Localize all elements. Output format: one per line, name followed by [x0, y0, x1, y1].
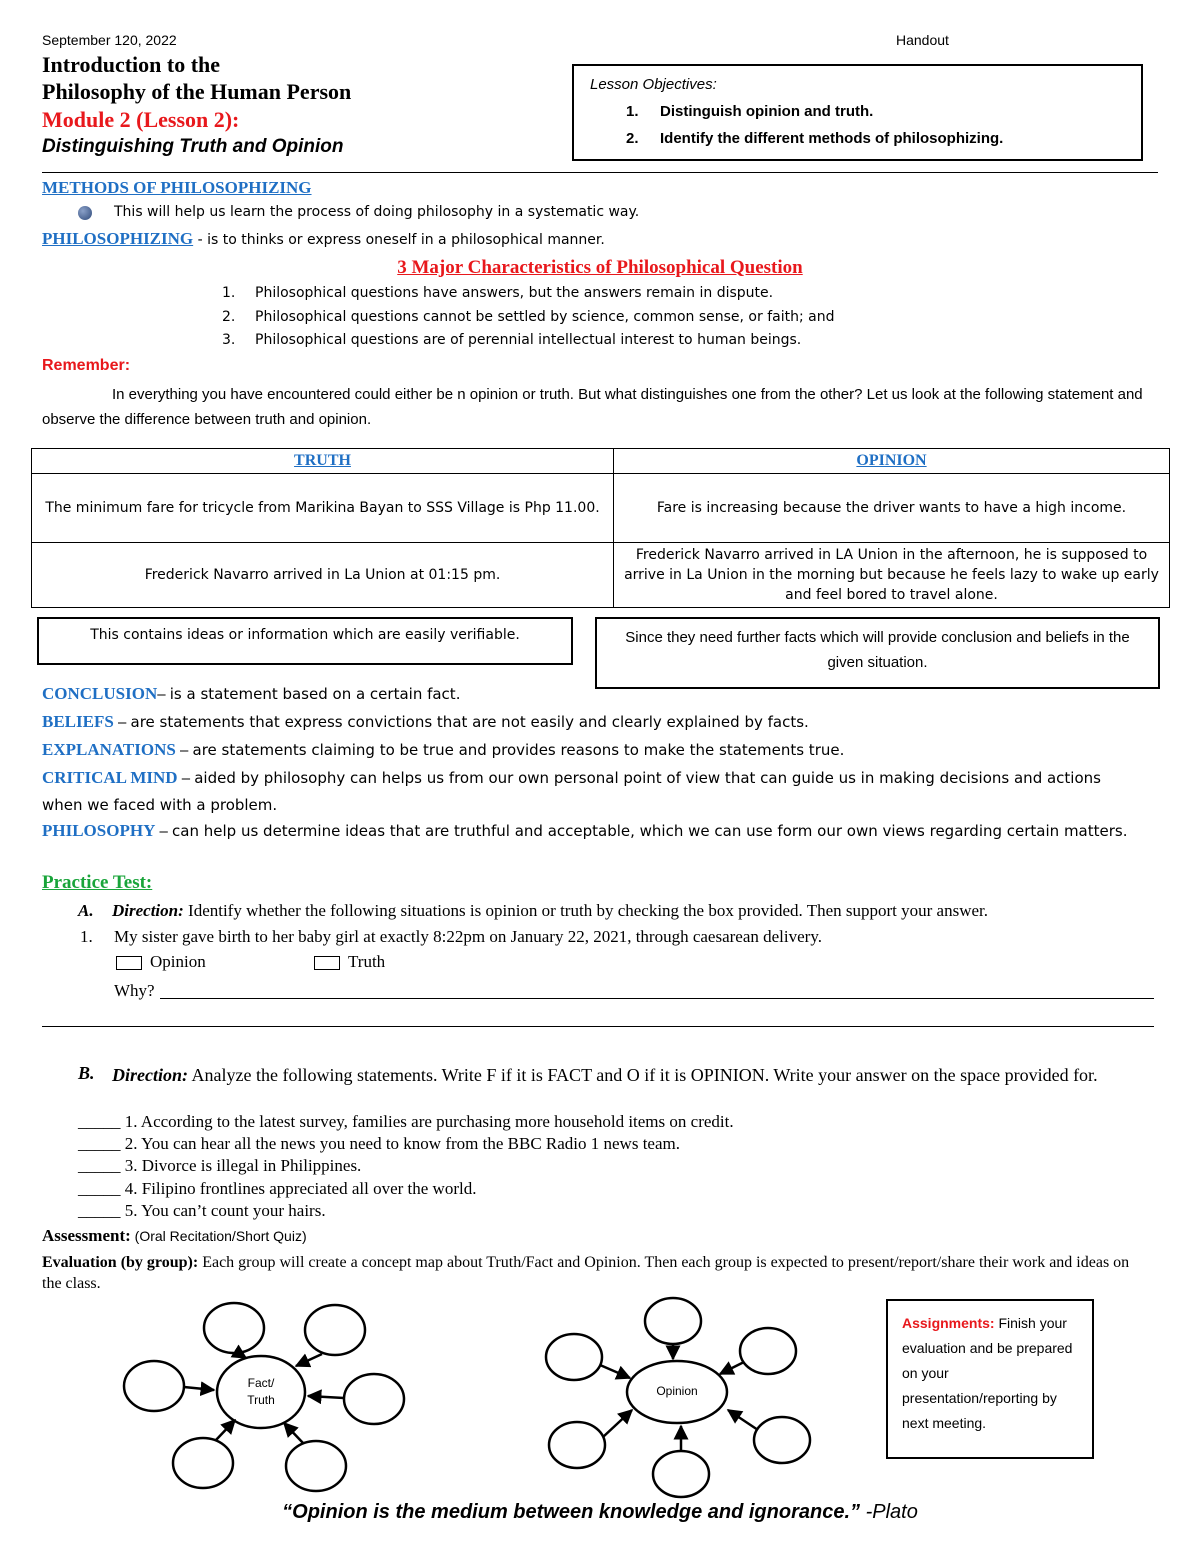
- quote-author: -Plato: [860, 1501, 918, 1523]
- question-1-number: 1.: [80, 927, 93, 946]
- table-row: [32, 474, 1170, 543]
- characteristic-number: 3.: [222, 332, 236, 348]
- definition-dash: –: [155, 823, 173, 840]
- definition-text: are statements claiming to be true and provides reasons to make the statements true.: [192, 741, 845, 759]
- table-row: [32, 543, 1170, 608]
- objective-item: Distinguish opinion and truth.: [660, 103, 874, 120]
- fact-opinion-item: _____ 3. Divorce is illegal in Philippines.: [78, 1156, 362, 1175]
- why-answer-line[interactable]: [160, 998, 1154, 999]
- fact-opinion-item: _____ 2. You can hear all the news you need to know from the BBC Radio 1 news team.: [78, 1134, 680, 1153]
- fact-opinion-item: _____ 1. According to the latest survey, families are purchasing more household items on credit.: [78, 1112, 734, 1131]
- truth-note-box: [37, 617, 573, 665]
- truth-option[interactable]: [314, 952, 385, 972]
- direction-a-text: Identify whether the following situations is opinion or truth by checking the box provided. Then support your answer.: [183, 901, 988, 920]
- definition-term: BELIEFS: [42, 712, 114, 731]
- map-arrow: [238, 1353, 246, 1358]
- map-node: [645, 1298, 701, 1344]
- truth-column-header: TRUTH: [32, 449, 614, 474]
- opinion-cell: Fare is increasing because the driver wants to have a high income.: [614, 474, 1170, 543]
- direction-a-label: A.: [78, 901, 94, 920]
- map-arrow: [284, 1423, 303, 1443]
- handout-label: Handout: [896, 32, 949, 48]
- date: September 120, 2022: [42, 32, 177, 48]
- opinion-cell: Frederick Navarro arrived in LA Union in the afternoon, he is supposed to arrive in La Union in the morning but because he feels lazy to wake up early and feel bored to travel alone.: [614, 543, 1170, 608]
- direction-b: [112, 1063, 1142, 1087]
- truth-option-label: Truth: [348, 952, 386, 971]
- map-node: [204, 1303, 264, 1353]
- characteristic-number: 1.: [222, 285, 236, 301]
- map-node: [286, 1441, 346, 1491]
- assessment-label: Assessment:: [42, 1226, 131, 1245]
- opinion-checkbox[interactable]: [116, 956, 142, 970]
- truth-checkbox[interactable]: [314, 956, 340, 970]
- characteristic-item: Philosophical questions have answers, but the answers remain in dispute.: [255, 285, 774, 301]
- opinion-option[interactable]: [116, 952, 206, 972]
- fact-opinion-item: _____ 4. Filipino frontlines appreciated all over the world.: [78, 1179, 477, 1198]
- philosophizing-definition: [42, 229, 605, 249]
- table-header-row: [32, 449, 1170, 474]
- philosophizing-text: - is to thinks or express oneself in a philosophical manner.: [193, 232, 605, 248]
- definition-text: aided by philosophy can helps us from our own personal point of view that can guide us in making decisions and actions when we faced with a problem.: [42, 769, 1101, 814]
- philosophizing-term: PHILOSOPHIZING: [42, 229, 194, 248]
- definition-philosophy: [42, 818, 1142, 845]
- map-node: [344, 1374, 404, 1424]
- remember-heading: Remember:: [42, 357, 131, 374]
- map-arrow: [728, 1410, 758, 1430]
- definition-dash: –: [113, 714, 131, 731]
- assignment-label: Assignments:: [902, 1315, 995, 1331]
- truth-cell: The minimum fare for tricycle from Marikina Bayan to SSS Village is Php 11.00.: [32, 474, 614, 543]
- question-1-text: My sister gave birth to her baby girl at exactly 8:22pm on January 22, 2021, through caesarean delivery.: [114, 927, 822, 946]
- why-label: Why?: [114, 981, 155, 1000]
- map-node: [549, 1422, 605, 1468]
- assessment-text: (Oral Recitation/Short Quiz): [130, 1228, 307, 1244]
- map-arrow: [296, 1354, 322, 1366]
- definition-explanations: [42, 737, 1142, 764]
- definition-dash: –: [175, 742, 193, 759]
- definition-dash: –: [157, 686, 170, 703]
- direction-a-keyword: Direction:: [112, 901, 184, 920]
- objectives-heading: Lesson Objectives:: [590, 76, 717, 93]
- definition-text: is a statement based on a certain fact.: [169, 685, 461, 703]
- opinion-column-header: OPINION: [614, 449, 1170, 474]
- concept-maps: [0, 1290, 880, 1500]
- definition-text: can help us determine ideas that are truthful and acceptable, which we can use form our own views regarding certain matters.: [172, 822, 1128, 840]
- map-arrow: [720, 1362, 744, 1374]
- objectives-box: [572, 64, 1143, 161]
- map-arrow: [216, 1420, 235, 1440]
- header-divider: [42, 172, 1158, 173]
- definition-text: are statements that express convictions that are not easily and clearly explained by facts.: [130, 713, 809, 731]
- answer-line[interactable]: [42, 1026, 1154, 1027]
- definition-term: CONCLUSION: [42, 684, 158, 703]
- objective-item: Identify the different methods of philosophizing.: [660, 130, 1004, 147]
- objective-number: 1.: [626, 103, 639, 120]
- map-node: [754, 1417, 810, 1463]
- methods-bullet-text: This will help us learn the process of doing philosophy in a systematic way.: [114, 204, 640, 220]
- methods-heading: METHODS OF PHILOSOPHIZING: [42, 178, 312, 197]
- assessment: [42, 1226, 307, 1246]
- characteristic-number: 2.: [222, 309, 236, 325]
- assignment-box: [886, 1299, 1094, 1459]
- practice-heading: Practice Test:: [42, 872, 153, 893]
- bullet-icon: [78, 206, 92, 220]
- definition-conclusion: [42, 681, 1142, 708]
- truth-cell: Frederick Navarro arrived in La Union at 01:15 pm.: [32, 543, 614, 608]
- definition-critical-mind: [42, 765, 1142, 819]
- map-arrow: [184, 1387, 214, 1390]
- map-node: [546, 1334, 602, 1380]
- definition-term: CRITICAL MIND: [42, 768, 178, 787]
- map-arrow: [600, 1365, 630, 1378]
- module-title: Module 2 (Lesson 2):: [42, 107, 240, 132]
- course-title-line2: Philosophy of the Human Person: [42, 79, 352, 104]
- truth-note-text: This contains ideas or information which are easily verifiable.: [90, 627, 520, 643]
- map-node: [740, 1328, 796, 1374]
- evaluation-text: Each group will create a concept map about Truth/Fact and Opinion. Then each group is expected to present/report/share their work and ideas on the class.: [42, 1254, 1130, 1292]
- fact-truth-label: Fact/ Truth: [247, 1376, 275, 1407]
- characteristic-item: Philosophical questions cannot be settled by science, common sense, or faith; and: [255, 309, 835, 325]
- definition-beliefs: [42, 709, 1142, 736]
- map-node: [124, 1361, 184, 1411]
- map-node: [173, 1438, 233, 1488]
- opinion-option-label: Opinion: [150, 952, 206, 971]
- opinion-label: Opinion: [656, 1384, 698, 1398]
- truth-opinion-table: [31, 448, 1170, 608]
- lesson-subtitle: Distinguishing Truth and Opinion: [42, 136, 344, 157]
- direction-a: [112, 901, 988, 921]
- assignment-text: Finish your evaluation and be prepared on your presentation/reporting by next meeting.: [902, 1315, 1073, 1431]
- opinion-note-box: [595, 617, 1160, 689]
- evaluation: [42, 1252, 1137, 1294]
- characteristics-heading: 3 Major Characteristics of Philosophical Question: [397, 257, 803, 278]
- course-title-line1: Introduction to the: [42, 52, 221, 77]
- objective-number: 2.: [626, 130, 639, 147]
- remember-text: In everything you have encountered could either be n opinion or truth. But what distinguishes one from the other? Let us look at the following statement and observe the difference between truth and opinion.: [42, 386, 1143, 428]
- definition-dash: –: [177, 770, 195, 787]
- direction-b-label: B.: [78, 1063, 95, 1083]
- definition-term: EXPLANATIONS: [42, 740, 176, 759]
- direction-b-keyword: Direction:: [112, 1065, 188, 1085]
- quote: [0, 1501, 1200, 1524]
- map-arrow: [603, 1410, 632, 1437]
- map-node: [653, 1451, 709, 1497]
- opinion-note-text: Since they need further facts which will provide conclusion and beliefs in the given situation.: [625, 629, 1130, 671]
- direction-b-text: Analyze the following statements. Write F if it is FACT and O if it is OPINION. Write your answer on the space provided for.: [188, 1065, 1098, 1085]
- definition-term: PHILOSOPHY: [42, 821, 156, 840]
- map-arrow: [308, 1396, 344, 1398]
- map-node: [305, 1305, 365, 1355]
- quote-text: “Opinion is the medium between knowledge and ignorance.”: [282, 1501, 861, 1523]
- fact-opinion-item: _____ 5. You can’t count your hairs.: [78, 1201, 326, 1220]
- characteristic-item: Philosophical questions are of perennial intellectual interest to human beings.: [255, 332, 802, 348]
- evaluation-label: Evaluation (by group):: [42, 1254, 199, 1271]
